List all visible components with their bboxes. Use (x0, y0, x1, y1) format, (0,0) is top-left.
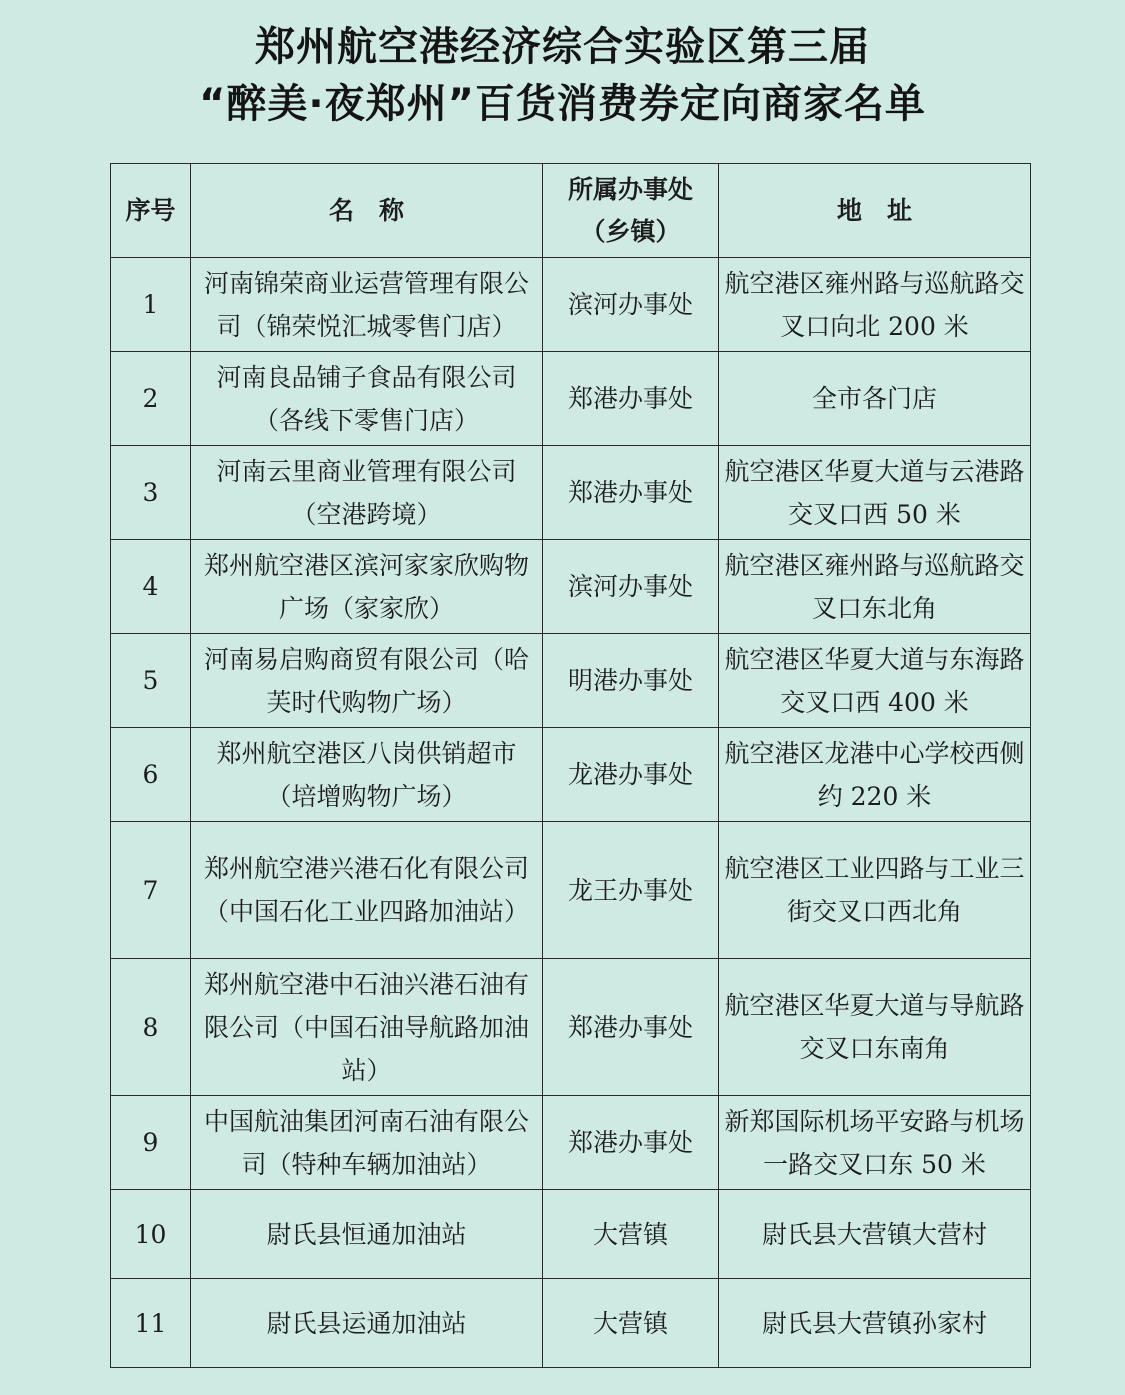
row-name: 河南锦荣商业运营管理有限公司（锦荣悦汇城零售门店） (191, 258, 543, 352)
table-row (111, 540, 1031, 634)
row-no: 3 (111, 446, 191, 540)
row-office: 郑港办事处 (543, 1096, 719, 1190)
row-address: 航空港区雍州路与巡航路交叉口向北 200 米 (719, 258, 1031, 352)
row-no: 2 (111, 352, 191, 446)
row-no: 6 (111, 728, 191, 822)
row-address: 航空港区华夏大道与导航路交叉口东南角 (719, 959, 1031, 1096)
row-name: 河南易启购商贸有限公司（哈芙时代购物广场） (191, 634, 543, 728)
row-name: 郑州航空港区滨河家家欣购物广场（家家欣） (191, 540, 543, 634)
row-office: 龙港办事处 (543, 728, 719, 822)
row-address: 航空港区华夏大道与东海路交叉口西 400 米 (719, 634, 1031, 728)
table-row (111, 1096, 1031, 1190)
row-name: 郑州航空港中石油兴港石油有限公司（中国石油导航路加油站） (191, 959, 543, 1096)
row-office: 明港办事处 (543, 634, 719, 728)
row-office: 大营镇 (543, 1190, 719, 1279)
row-no: 7 (111, 822, 191, 959)
row-office: 郑港办事处 (543, 446, 719, 540)
table-row (111, 446, 1031, 540)
row-no: 11 (111, 1279, 191, 1368)
row-address: 全市各门店 (719, 352, 1031, 446)
table-row (111, 959, 1031, 1096)
header-office-line-2: （乡镇） (580, 216, 681, 246)
row-address: 航空港区华夏大道与云港路交叉口西 50 米 (719, 446, 1031, 540)
row-address: 尉氏县大营镇大营村 (719, 1190, 1031, 1279)
row-address: 航空港区龙港中心学校西侧约 220 米 (719, 728, 1031, 822)
table-row (111, 352, 1031, 446)
row-office: 大营镇 (543, 1279, 719, 1368)
row-no: 10 (111, 1190, 191, 1279)
row-office: 滨河办事处 (543, 258, 719, 352)
row-address: 航空港区工业四路与工业三街交叉口西北角 (719, 822, 1031, 959)
table-row (111, 634, 1031, 728)
row-no: 8 (111, 959, 191, 1096)
merchant-list-table (110, 163, 1031, 1368)
row-office: 滨河办事处 (543, 540, 719, 634)
row-office: 郑港办事处 (543, 959, 719, 1096)
row-name: 河南良品铺子食品有限公司（各线下零售门店） (191, 352, 543, 446)
row-address: 尉氏县大营镇孙家村 (719, 1279, 1031, 1368)
header-no: 序号 (111, 164, 191, 258)
row-no: 1 (111, 258, 191, 352)
row-no: 9 (111, 1096, 191, 1190)
document-title-line-2: “醉美·夜郑州”百货消费券定向商家名单 (199, 81, 926, 127)
header-name: 名 称 (191, 164, 543, 258)
row-office: 龙王办事处 (543, 822, 719, 959)
document-title-line-1: 郑州航空港经济综合实验区第三届 (255, 24, 870, 70)
header-address: 地 址 (719, 164, 1031, 258)
row-address: 航空港区雍州路与巡航路交叉口东北角 (719, 540, 1031, 634)
table-header-row (111, 164, 1031, 258)
row-name: 郑州航空港区八岗供销超市（培增购物广场） (191, 728, 543, 822)
row-no: 5 (111, 634, 191, 728)
row-name: 郑州航空港兴港石化有限公司（中国石化工业四路加油站） (191, 822, 543, 959)
row-office: 郑港办事处 (543, 352, 719, 446)
row-no: 4 (111, 540, 191, 634)
table-row (111, 258, 1031, 352)
row-name: 尉氏县恒通加油站 (191, 1190, 543, 1279)
table-row (111, 822, 1031, 959)
row-address: 新郑国际机场平安路与机场一路交叉口东 50 米 (719, 1096, 1031, 1190)
row-name: 尉氏县运通加油站 (191, 1279, 543, 1368)
header-office (543, 164, 719, 258)
table-row (111, 1190, 1031, 1279)
header-office-line-1: 所属办事处 (567, 174, 693, 204)
row-name: 河南云里商业管理有限公司（空港跨境） (191, 446, 543, 540)
table-row (111, 728, 1031, 822)
row-name: 中国航油集团河南石油有限公司（特种车辆加油站） (191, 1096, 543, 1190)
table-row (111, 1279, 1031, 1368)
